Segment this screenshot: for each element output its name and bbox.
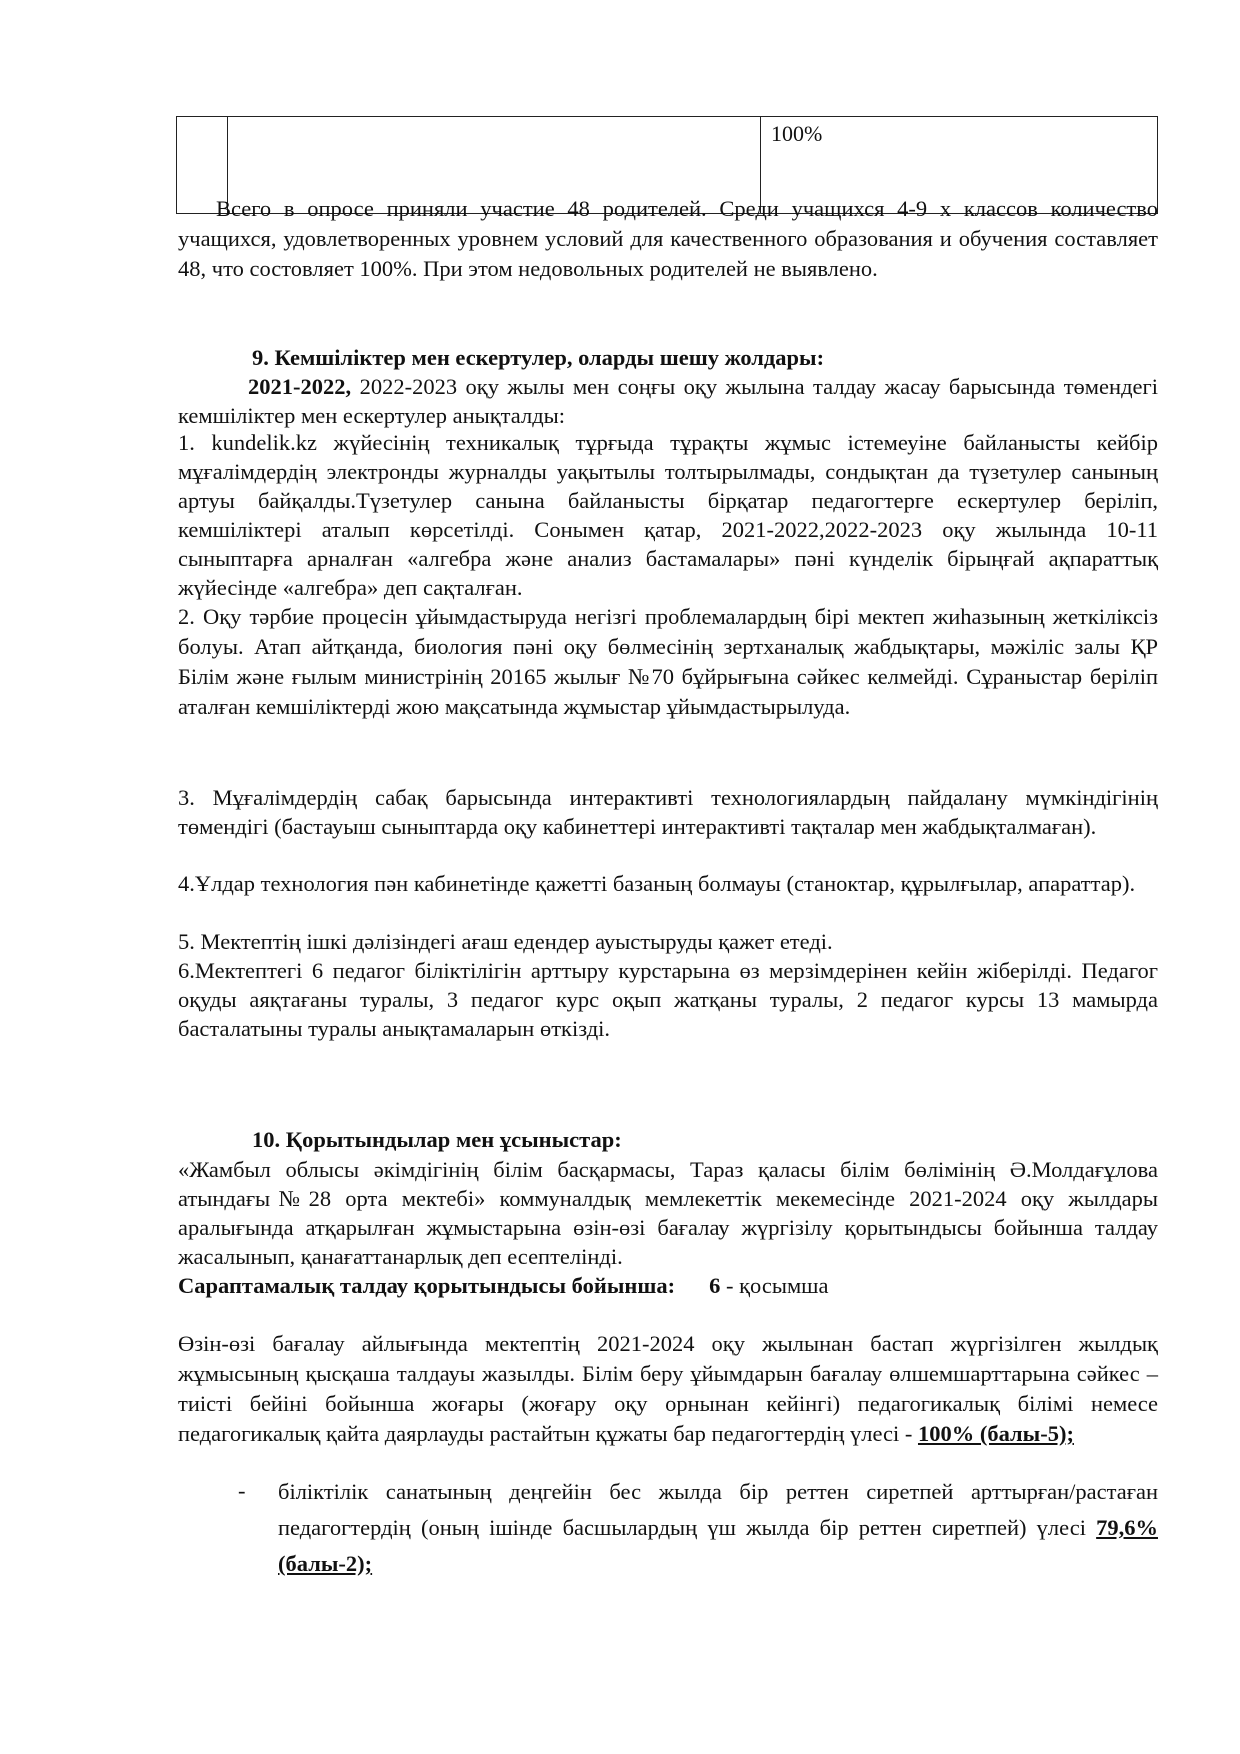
summary-paragraph	[178, 1329, 1158, 1449]
section-9-heading: 9. Кемшіліктер мен ескертулер, оларды шешу жолдары:	[252, 345, 825, 370]
analysis-line	[178, 1271, 1158, 1300]
analysis-label: Сараптамалық талдау қорытындысы бойынша:	[178, 1273, 676, 1298]
section-9-item-4: 4.Ұлдар технология пән кабинетінде қажетті базаның болмауы (станоктар, құрылғылар, апараттар).	[178, 871, 1136, 896]
section-10-heading: 10. Қорытындылар мен ұсыныстар:	[252, 1127, 622, 1152]
intro-text: 2022-2023 оқу жылы мен соңғы оқу жылына талдау жасау барысында төмендегі кемшіліктер мен ескертулер анықталды:	[178, 374, 1158, 428]
section-9-intro	[178, 372, 1158, 430]
analysis-suffix: - қосымша	[720, 1273, 829, 1298]
bullet-value: 79,6% (балы-2);	[278, 1515, 1158, 1576]
bullet-paragraph	[278, 1474, 1158, 1582]
section-9-item-2: 2. Оқу тәрбие процесін ұйымдастыруда негізгі проблемалардың бірі мектеп жиһазының жеткіліксіз болуы. Атап айтқанда, биология пәні оқу бөлмесінің зертханалық жабдықтары, мәжіліс залы ҚР Білім және ғылым министрінің 20165 жылығ №70 бұйрығына сәйкес келмейді. Сұраныстар беріліп аталған кемшіліктерді жою мақсатында жұмыстар ұйымдастырылуда.	[178, 604, 1158, 719]
analysis-number: 6	[709, 1273, 721, 1298]
section-10-paragraph: «Жамбыл облысы әкімдігінің білім басқармасы, Тараз қаласы білім бөлімінің Ә.Молдағұлова атындағы№28 орта мектебі» коммуналдық мемлекеттік мекемесінде 2021-2024 оқу жылдары аралығында атқарылған жұмыстарына өзін-өзі бағалау жүргізілу қорытындысы бойынша талдау жасалынып, қанағаттанарлық деп есептелінді.	[178, 1157, 1158, 1269]
summary-value: 100% (балы-5);	[917, 1421, 1074, 1446]
section-9-item-3: 3. Мұғалімдердің сабақ барысында интерактивті технологиялардың пайдалану мүмкіндігінің төмендігі (бастауыш сыныптарда оқу кабинеттері интерактивті тақталар мен жабдықталмаған).	[178, 785, 1158, 839]
table-cell-value: 100%	[761, 117, 1158, 214]
section-9-item-6: 6.Мектептегі 6 педагог біліктілігін арттыру курстарына өз мерзімдерінен кейін жіберілді. Педагог оқуды аяқтағаны туралы, 3 педагог курс оқып жатқаны туралы, 2 педагог курсы 13 мамырда басталатыны туралы анықтамаларын өткізді.	[178, 958, 1158, 1041]
bullet-text: біліктілік санатының деңгейін бес жылда бір реттен сиретпей арттырған/растаған педагогтердің (оның ішінде басшылардың үш жылда бір реттен сиретпей) үлесі	[278, 1479, 1158, 1540]
intro-years: 2021-2022,	[248, 374, 352, 399]
bullet-dash: -	[238, 1478, 246, 1503]
summary-text: Өзін-өзі бағалау айлығында мектептің 2021-2024 оқу жылынан бастап жүргізілген жылдық жұмысының қысқаша талдауы жазылды. Білім беру ұйымдарын бағалау өлшемшарттарына сәйкес – тиісті бейіні бойынша жоғары (жоғару оқу орнынан кейінгі) педагогикалық білімі немесе педагогикалық қайта даярлауды растайтын құжаты бар педагогтердің үлесі -	[178, 1331, 1158, 1446]
section-9-item-1: 1. kundelik.kz жүйесінің техникалық тұрғыда тұрақты жұмыс істемеуіне байланысты кейбір мұғалімдердің электронды журналды уақытылы толтырылмады, сондықтан да түзетулер санының артуы байқалды.Түзетулер санына байланысты бірқатар педагогтерге ескертулер беріліп, кемшіліктері аталып көрсетілді. Сонымен қатар, 2021-2022,2022-2023 оқу жылында 10-11 сыныптарға арналған «алгебра және анализ бастамалары» пәні күнделік бірыңғай ақпараттық жүйесінде «алгебра» деп сақталған.	[178, 430, 1158, 600]
section-9-item-5: 5. Мектептің ішкі дәлізіндегі ағаш едендер ауыстыруды қажет етеді.	[178, 929, 833, 954]
survey-paragraph: Всего в опросе приняли участие 48 родителей. Среди учащихся 4-9 х классов количество учащихся, удовлетворенных уровнем условий для качественного образования и обучения составляет 48, что состовляет 100%. При этом недовольных родителей не выявлено.	[178, 196, 1158, 281]
